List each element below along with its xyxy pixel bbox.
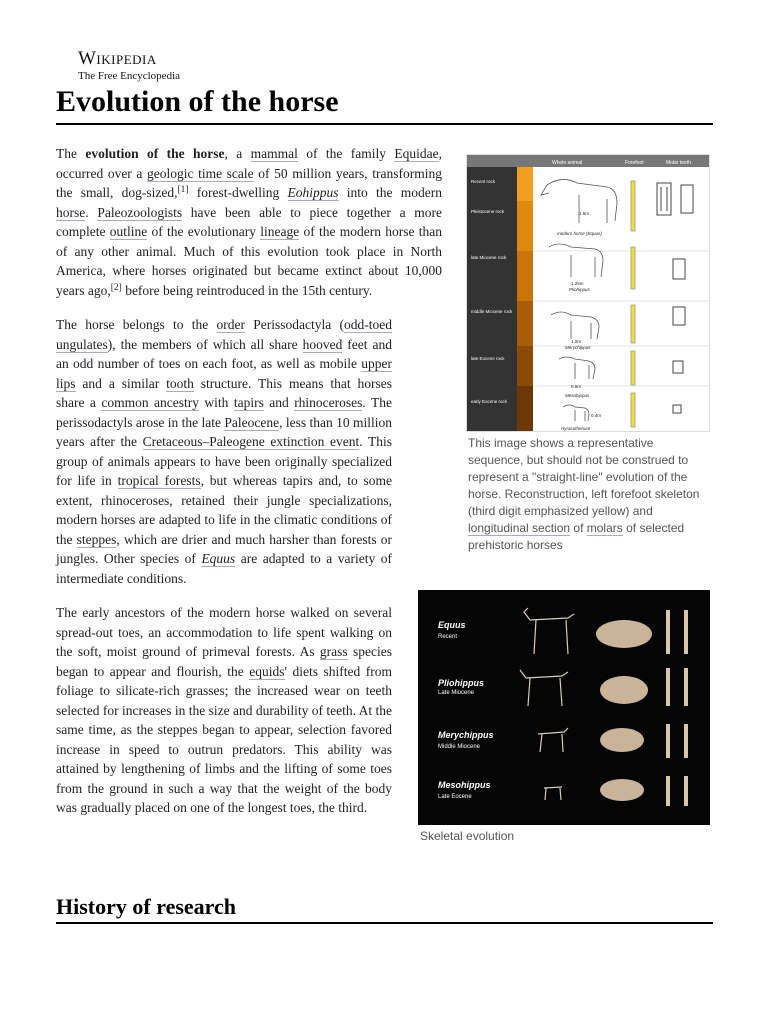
- genus-label-equus: Equus: [438, 620, 466, 630]
- wiki-link[interactable]: common ancestry: [101, 395, 199, 410]
- molar-merychippus: [673, 307, 685, 325]
- wiki-link[interactable]: lineage: [260, 224, 300, 239]
- hyracotherium-silhouette: [563, 405, 589, 421]
- wiki-link[interactable]: Equidae: [394, 146, 439, 161]
- limb-mesohippus-1: [666, 776, 670, 806]
- epoch-label-pliohippus: Late Miocene: [438, 690, 475, 696]
- molar-equus-2: [681, 185, 693, 213]
- wiki-link[interactable]: hooved: [302, 336, 343, 352]
- wiki-link[interactable]: molars: [586, 521, 623, 535]
- article-body: [56, 144, 442, 833]
- species-label-equus: modern horse (Equus): [557, 231, 602, 236]
- genus-label-merychippus: Merychippus: [438, 730, 494, 740]
- paragraph-intro: The evolution of the horse, a mammal of the family Equidae, occurred over a geologic time scale of 50 million years, transforming the small, dog-sized,[1] forest-dwelling Eohippus into the modern horse. Paleozoologists have been able to piece together a more complete outline of the evolutionary lineage of the modern horse than of any other animal. Much of this evolution took place in North America, where horses originated but became extinct about 10,000 years ago,[2] before being reintroduced in the 15th century.: [56, 146, 443, 298]
- wiki-link[interactable]: Equus: [201, 551, 236, 566]
- size-label-merychippus: 1.0m: [571, 339, 582, 344]
- wikipedia-wordmark: Wikipedia: [78, 48, 157, 69]
- figure-skeletal-caption: Skeletal evolution: [420, 829, 515, 843]
- skull-merychippus: [600, 728, 644, 752]
- epoch-label-merychippus: Middle Miocene: [438, 744, 481, 750]
- wiki-link[interactable]: longitudinal section: [468, 521, 571, 535]
- paragraph-ancestors: The early ancestors of the modern horse walked on several spread-out toes, an accommodation to life spent walking on the soft, moist ground of primeval forests. As grass species began to appear and flourish, the equids' diets shifted from foliage to silicate-rich grasses; the increased wear on teeth selected for increases in the size and durability of teeth. At the same time, as the steppes began to appear, selection favored increase in speed to outrun predators. This ability was attained by lengthening of limbs and the lifting of some toes from the ground in such a way that the weight of the body was gradually placed on one of the longest toes, the third.: [56, 605, 393, 815]
- figure-skeletal-evolution: [418, 590, 710, 845]
- paragraph-perissodactyla: The horse belongs to the order Perissodactyla (odd-toed ungulates), the members of which all share hooved feet and an odd number of toes on each foot, as well as mobile upper lips and a similar tooth structure. This means that horses share a common ancestry with tapirs and rhinoceroses. The perissodactyls arose in the late Paleocene, less than 10 million years after the Cretaceous–Paleogene extinction event. This group of animals appears to have been originally specialized for life in tropical forests, but whereas tapirs and, to some extent, rhinoceroses, retained their jungle specializations, modern horses are adapted to life in the climatic conditions of the steppes, which are drier and much harsher than forests or jungles. Other species of Equus are adapted to a variety of intermediate conditions.: [56, 317, 393, 586]
- limb-pliohippus-2: [684, 668, 688, 706]
- limb-pliohippus-1: [666, 668, 670, 706]
- pliohippus-silhouette: [549, 244, 603, 277]
- citation-link[interactable]: [2]: [110, 282, 122, 293]
- wikipedia-logo[interactable]: [78, 49, 180, 83]
- wiki-link[interactable]: Eohippus: [287, 185, 339, 200]
- wiki-link[interactable]: odd-toed ungulates: [56, 317, 392, 352]
- epoch-label-equus: Recent: [438, 634, 458, 640]
- wiki-link[interactable]: tropical forests: [117, 473, 201, 488]
- wiki-link[interactable]: grass: [319, 644, 348, 659]
- wiki-link[interactable]: Cretaceous–Paleogene extinction event: [142, 434, 360, 449]
- page-title: Evolution of the horse: [56, 82, 713, 125]
- forefoot-hyracotherium: [631, 393, 635, 427]
- limb-merychippus-2: [684, 724, 688, 758]
- rock-label-middle-miocene: middle Miocene rock: [471, 309, 513, 314]
- wiki-link[interactable]: tapirs: [233, 395, 264, 410]
- citation-link[interactable]: [1]: [177, 185, 189, 195]
- rock-label-late-miocene: late Miocene rock: [471, 255, 507, 260]
- figure-evolution-sequence: [466, 154, 710, 554]
- diagram-header-whole-animal: Whole animal: [552, 160, 583, 166]
- bold-term: evolution of the horse: [85, 146, 225, 161]
- species-label-merychippus: Merychippus: [565, 345, 591, 350]
- molar-mesohippus: [673, 361, 683, 373]
- forefoot-merychippus: [631, 305, 635, 343]
- skull-pliohippus: [600, 676, 648, 704]
- wiki-link[interactable]: Paleocene: [224, 414, 280, 430]
- forefoot-mesohippus: [631, 351, 635, 385]
- size-label-equus: 1.6m: [579, 211, 590, 216]
- skull-mesohippus: [600, 779, 644, 801]
- section-heading-history: History of research: [56, 892, 713, 924]
- limb-equus-2: [684, 610, 688, 654]
- diagram-header-forefoot: Forefoot: [625, 160, 644, 166]
- limb-merychippus-1: [666, 724, 670, 758]
- wiki-link[interactable]: steppes: [76, 531, 117, 547]
- wiki-link[interactable]: horse: [56, 204, 86, 220]
- rock-label-early-eocene: early Eocene rock: [471, 399, 508, 404]
- wiki-link[interactable]: outline: [109, 224, 148, 239]
- size-label-mesohippus: 0.6m: [571, 384, 582, 389]
- wiki-link[interactable]: tooth: [166, 375, 194, 391]
- wiki-link[interactable]: geologic time scale: [147, 165, 254, 181]
- figure-evolution-caption: This image shows a representative sequence, but should not be construed to represent a "straight-line" evolution of the horse. Reconstruction, left forefoot skeleton (third digit emphasized yellow) and longitudinal section of molars of selected prehistoric horses: [468, 436, 700, 552]
- limb-mesohippus-2: [684, 776, 688, 806]
- wikipedia-tagline: The Free Encyclopedia: [78, 70, 181, 82]
- rock-label-late-eocene: late Eocene rock: [471, 356, 505, 361]
- limb-equus-1: [666, 610, 670, 654]
- merychippus-silhouette: [551, 312, 599, 339]
- size-label-pliohippus: 1.25m: [571, 281, 584, 286]
- rock-label-recent: Recent rock: [471, 179, 496, 184]
- skull-equus: [596, 620, 652, 648]
- wiki-link[interactable]: equids: [249, 663, 285, 679]
- diagram-header-molar-teeth: Molar teeth: [666, 160, 692, 166]
- molar-hyracotherium: [673, 405, 681, 413]
- wiki-link[interactable]: rhinoceroses: [294, 395, 363, 410]
- species-label-hyracotherium: Hyracotherium: [561, 426, 591, 431]
- forefoot-equus: [631, 181, 635, 231]
- wiki-link[interactable]: Paleozoologists: [97, 204, 183, 220]
- rock-label-pleistocene: Pleistocene rock: [471, 209, 505, 214]
- epoch-label-mesohippus: Late Eocene: [438, 794, 472, 800]
- wiki-link[interactable]: mammal: [250, 146, 298, 161]
- skeletal-evolution-image[interactable]: [418, 590, 710, 825]
- wiki-link[interactable]: order: [216, 317, 245, 332]
- molar-equus-1: [657, 183, 671, 215]
- genus-label-mesohippus: Mesohippus: [438, 780, 491, 790]
- mesohippus-silhouette: [559, 357, 595, 379]
- forefoot-pliohippus: [631, 247, 635, 289]
- evolution-diagram-image[interactable]: [466, 154, 710, 432]
- equus-silhouette: [541, 179, 617, 223]
- wiki-link[interactable]: upper lips: [56, 356, 392, 391]
- molar-pliohippus: [673, 259, 685, 279]
- size-label-hyracotherium: 0.4m: [591, 413, 602, 418]
- genus-label-pliohippus: Pliohippus: [438, 678, 484, 688]
- species-label-pliohippus: Pliohippus: [569, 287, 590, 292]
- species-label-mesohippus: Mesohippus: [565, 393, 590, 398]
